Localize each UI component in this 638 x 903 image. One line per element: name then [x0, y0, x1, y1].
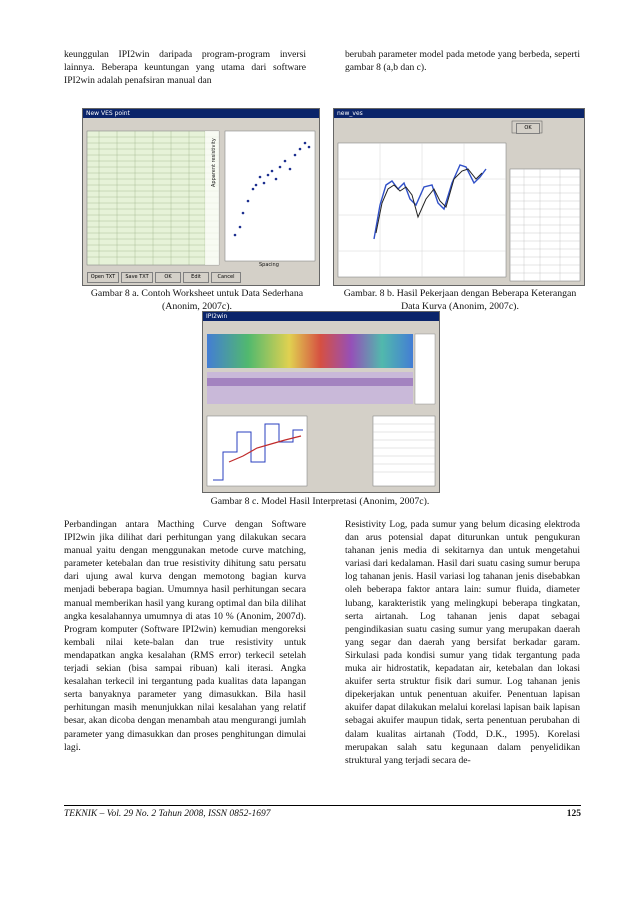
- top-right-paragraph: [345, 48, 580, 74]
- top-left-text: keunggulan IPI2win daripada program-program inversi lainnya. Beberapa keuntungan yang utama dari software IPI2win adalah penafsiran manual dan: [64, 49, 306, 87]
- figure-8c-screenshot: [202, 311, 440, 493]
- figure-8b-titlebar: new_ves: [334, 109, 584, 118]
- edit-button[interactable]: Edit: [183, 272, 209, 283]
- figure-8c-titlebar: IPI2win: [203, 312, 439, 321]
- ok-button-8b[interactable]: OK: [516, 123, 540, 134]
- ok-button[interactable]: OK: [155, 272, 181, 283]
- figure-8a-caption: Gambar 8 a. Contoh Worksheet untuk Data Sederhana (Anonim, 2007c).: [90, 288, 304, 312]
- body-right-paragraph: Resistivity Log, pada sumur yang belum dicasing elektroda dan arus potensial dapat diturunkan untuk pengukuran tahanan jenis media di sekitarnya dan untuk mengetahui variasi dari kedalaman. Hasil dari suatu casing sumur berupa log tahanan jenis. Hasil variasi log tahanan jenis disebabkan oleh beberapa faktor antara lain: sumur fluida, diameter lubang, karakteristik yang melingkupi beberapa tingkatan, serta airtanah. Log tahanan jenis dapat sebagai pengindikasian suatu casing sumur yang merupakan daerah yang segar dan daerah yang bersifat berkadar garam. Sirkulasi pada kondisi sumur yang tidak tergantung pada muka air hidrostatik, kepadatan air, ketebalan dan lokasi akuifer serta struktur fisik dari sumur. Log tahanan jenis dipekerjakan untuk penentuan akuifer. Penentuan lapisan akuifer dapat dilakukan melalui korelasi lapisan baik lapisan sebagai akuifer maupun tidak, serta penentuan perubahan di dalam kualitas airtanah (Todd, D.K., 1995). Korelasi merupakan salah satu kegunaan dalam penyelidikan struktural yang terjadi secara de-: [345, 519, 580, 766]
- top-right-text: berubah parameter model pada metode yang berbeda, seperti gambar 8 (a,b dan c).: [345, 49, 580, 74]
- footer-journal-info: TEKNIK – Vol. 29 No. 2 Tahun 2008, ISSN 0852-1697: [64, 809, 271, 819]
- figure-8c-caption: Gambar 8 c. Model Hasil Interpretasi (Anonim, 2007c).: [210, 496, 430, 507]
- footer-page-number: 125: [566, 809, 581, 819]
- figure-8a-y-label: Apparent resistivity: [211, 138, 217, 187]
- footer-divider: [64, 805, 581, 806]
- figure-8b-graphic: [334, 109, 584, 285]
- body-right-column: [345, 518, 580, 767]
- figure-8a-titlebar: New VES point: [83, 109, 319, 118]
- save-txt-button[interactable]: Save TXT: [121, 272, 153, 283]
- figure-8a-x-label: Spacing: [259, 262, 279, 268]
- figure-8a-graphic: [83, 109, 319, 285]
- figure-8b-caption: Gambar. 8 b. Hasil Pekerjaan dengan Beberapa Keterangan Data Kurva (Anonim, 2007c).: [343, 288, 577, 312]
- top-left-paragraph: [64, 48, 306, 87]
- body-left-paragraph: Perbandingan antara Macthing Curve dengan Software IPI2win jika dilihat dari perhitungan yang dilakukan secara manual yaitu dengan menggunakan metode curve matching, parameter ketebalan dan true resistivity dihitung satu persatu dari ujung awal kurva dengan memotong bagian kurva menjadi beberapa bagian. Umumnya hasil perhitungan secara manual memberikan hasil yang kurang optimal dan bila dilihat angka kesalahannya umumnya di atas 10 % (Anonim, 2007d). Program komputer (Software IPI2win) kemudian mengoreksi kembali nilai kete-balan dan true resistivity untuk mendapatkan angka kesalahan (RMS error) terkecil setelah terjadi sekian (bisa sampai ribuan) kali iterasi. Angka kesalahan terkecil ini tergantung pada kualitas data lapangan serta banyaknya parameter yang dimasukkan. Bila hasil perhitungan masih menunjukkan nilai kesalahan yang relatif besar, akan dicoba dengan menambah atau mengurangi jumlah parameter yang dimasukkan dan proses penghitungan dimulai lagi.: [64, 519, 306, 753]
- open-txt-button[interactable]: Open TXT: [87, 272, 119, 283]
- cancel-button[interactable]: Cancel: [211, 272, 241, 283]
- body-left-column: [64, 518, 306, 754]
- figure-8c-graphic: [203, 312, 439, 492]
- figure-8a-screenshot: [82, 108, 320, 286]
- figure-8b-screenshot: [333, 108, 585, 286]
